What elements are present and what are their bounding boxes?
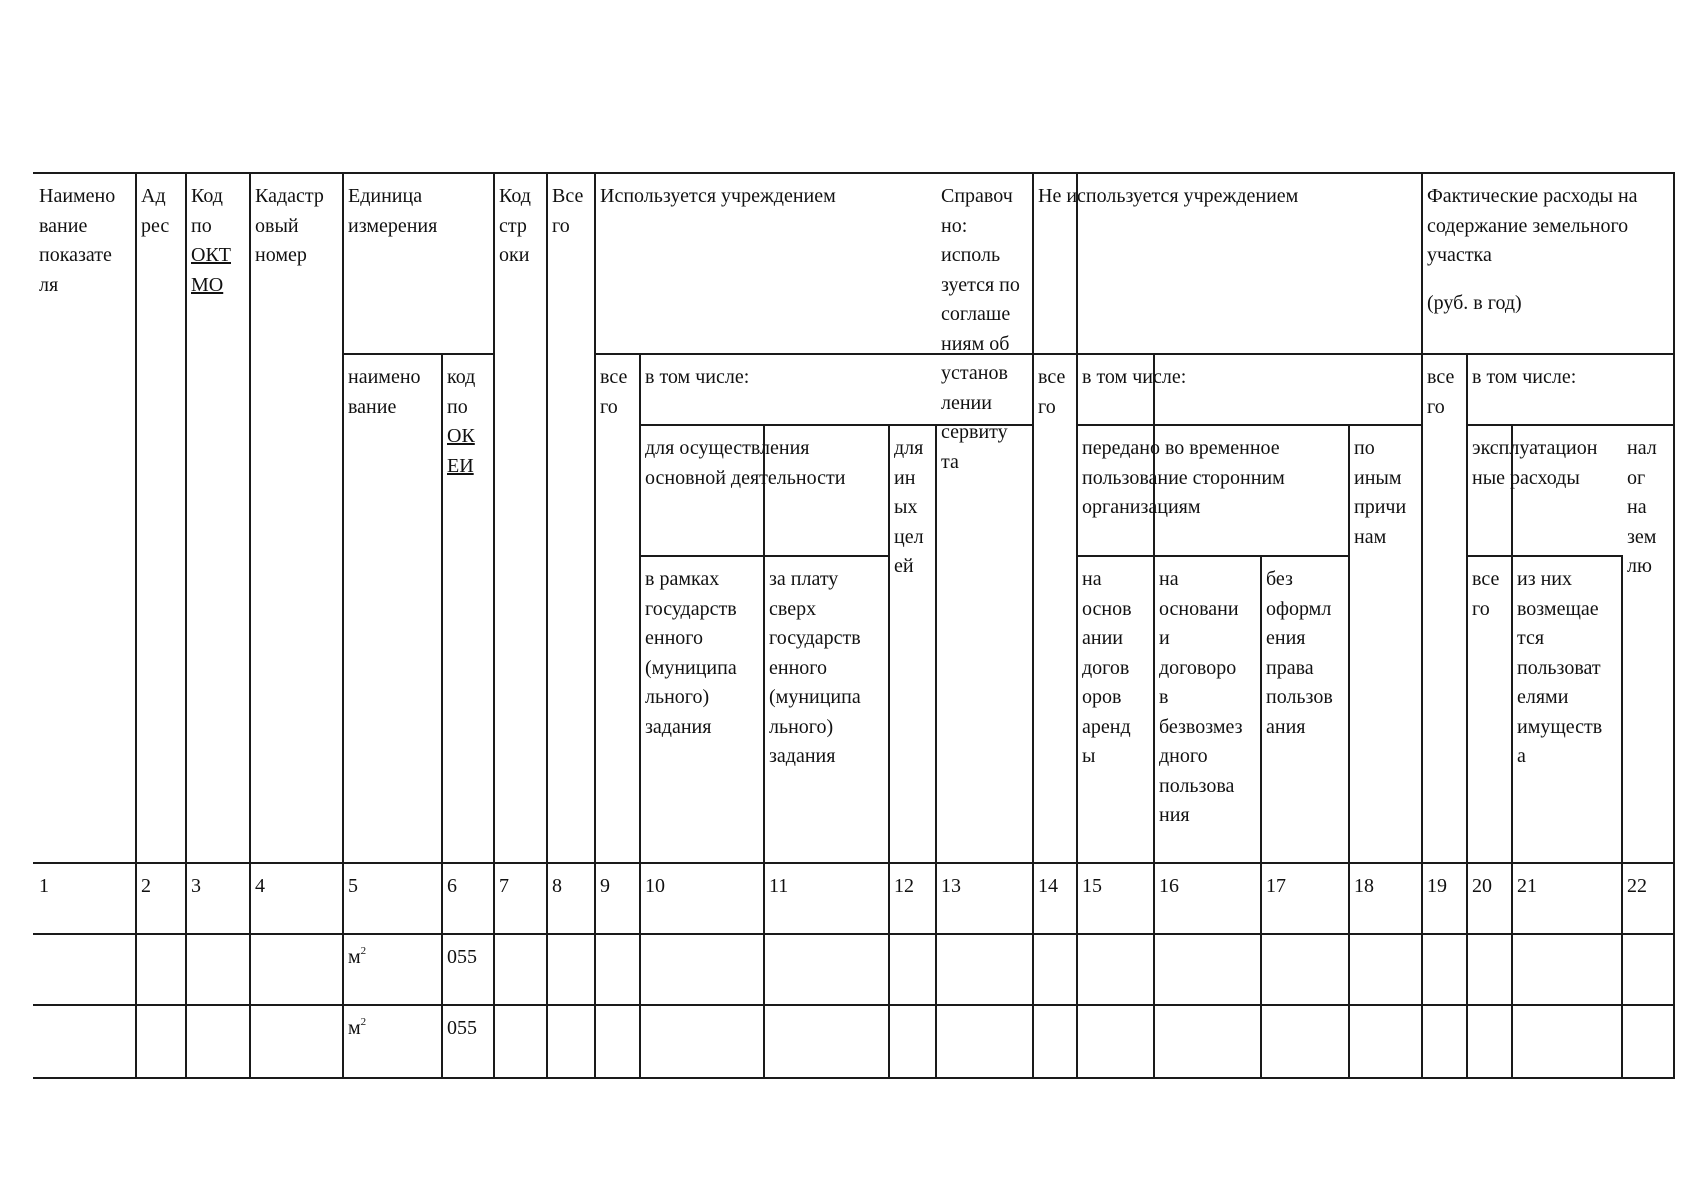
column-number: 21 [1517,875,1537,897]
expenses-unit-label: (руб. в год) [1427,292,1522,314]
column-number: 2 [141,875,151,897]
header-rule [1466,555,1623,557]
not-used-total-header: все го [1038,366,1066,418]
column-number: 5 [348,875,358,897]
land-tax-header: нал ог на зем лю [1627,437,1657,577]
column-rule [594,172,596,1077]
operating-total-header: все го [1472,568,1500,620]
column-rule [1076,172,1078,1077]
transferred-header: передано во временное пользование сторонним организациям [1082,437,1285,518]
table-top-rule [33,172,1675,174]
column-number: 6 [447,875,457,897]
servitude-header: Справоч но: исполь зуется по соглаше ниям об установ лении сервиту та [941,185,1020,473]
unit-superscript: 2 [360,945,367,957]
reimbursed-header: из них возмещае тся пользоват елями имуществ а [1517,568,1603,767]
unit-name-header: наимено вание [348,366,421,418]
expenses-header: Фактические расходы на содержание земельного участка [1427,185,1638,266]
column-number: 20 [1472,875,1492,897]
column-rule [135,172,137,1077]
no-registration-header: без оформл ения права пользов ания [1266,568,1333,738]
column-number: 12 [894,875,914,897]
column-number: 15 [1082,875,1102,897]
column-rule [185,172,187,1077]
unit-name-value: м [348,1017,361,1039]
used-main-activity-header: для осуществления основной деятельности [645,437,846,489]
column-rule [441,353,443,1077]
operating-expenses-header: эксплуатацион ные расходы [1472,437,1598,489]
total-header: Все го [552,185,584,237]
not-used-including-header: в том числе: [1082,366,1187,388]
unit-name-value: м [348,946,361,968]
column-rule [888,424,890,1077]
column-number: 16 [1159,875,1179,897]
column-number: 4 [255,875,265,897]
column-number: 14 [1038,875,1058,897]
address-header: Ад рес [141,185,170,237]
column-rule [639,353,641,1077]
column-number: 3 [191,875,201,897]
column-number: 8 [552,875,562,897]
okei-code-link[interactable]: ОК ЕИ [447,425,475,477]
row-rule [33,1004,1675,1006]
column-number: 19 [1427,875,1447,897]
header-rule [1421,353,1675,355]
header-rule [1032,353,1423,355]
okei-header [447,363,475,481]
used-header: Используется учреждением [600,185,836,207]
rent-header: на основ ании догов оров аренд ы [1082,568,1132,767]
column-number: 18 [1354,875,1374,897]
unit-name-cell [348,1014,366,1044]
other-reasons-header: по иным причи нам [1354,437,1407,548]
unit-name-cell [348,943,366,973]
oktmo-header [191,182,231,300]
name-indicator-header: Наимено вание показате ля [39,185,116,296]
column-rule [493,172,495,1077]
column-rule [249,172,251,1077]
okei-prefix: код по [447,366,476,418]
used-state-task-header: в рамках государств енного (муниципа льного) задания [645,568,737,738]
used-total-header: все го [600,366,628,418]
column-number: 9 [600,875,610,897]
row-code-header: Код стр оки [499,185,531,266]
column-rule [546,172,548,1077]
okei-code-cell: 055 [447,1017,477,1039]
column-rule [1466,353,1468,1077]
okei-code-cell: 055 [447,946,477,968]
oktmo-code-link[interactable]: ОКТ МО [191,244,231,296]
unit-header: Единица измерения [348,185,438,237]
column-rule [1421,172,1423,1077]
table-bottom-rule [33,1077,1675,1079]
used-other-purposes-header: для ин ых цел ей [894,437,924,577]
used-paid-header: за плату сверх государств енного (муниципа льного) задания [769,568,861,767]
column-rule [1032,172,1034,1077]
expenses-total-header: все го [1427,366,1455,418]
column-rule [342,172,344,1077]
numbers-bottom-rule [33,933,1675,935]
column-rule [1621,555,1623,1077]
column-number: 10 [645,875,665,897]
used-including-header: в том числе: [645,366,750,388]
header-bottom-rule [33,862,1675,864]
expenses-including-header: в том числе: [1472,366,1577,388]
header-rule [342,353,495,355]
header-rule [1076,555,1350,557]
column-number: 1 [39,875,49,897]
not-used-header: Не используется учреждением [1038,185,1299,207]
column-rule [1511,424,1513,1077]
header-rule [1076,424,1423,426]
free-use-header: на основани и договоро в безвозмез дного пользова ния [1159,568,1243,826]
cadastral-number-header: Кадастр овый номер [255,185,324,266]
column-number: 17 [1266,875,1286,897]
column-number: 13 [941,875,961,897]
column-rule [935,424,937,1077]
oktmo-prefix: Код по [191,185,223,237]
column-number: 7 [499,875,509,897]
column-rule [1348,424,1350,1077]
column-rule [1673,172,1675,1077]
column-number: 11 [769,875,789,897]
column-rule [1260,555,1262,1077]
column-number: 22 [1627,875,1647,897]
header-rule [1466,424,1675,426]
column-rule [763,424,765,1077]
unit-superscript: 2 [360,1016,367,1028]
